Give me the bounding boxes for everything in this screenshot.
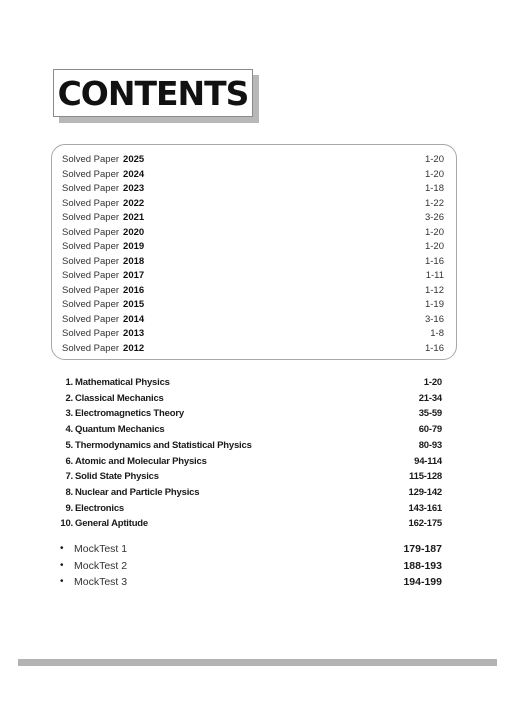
paper-label xyxy=(62,313,144,327)
paper-pages: 1-18 xyxy=(424,183,444,194)
paper-label xyxy=(62,255,144,269)
chapter-name: Quantum Mechanics xyxy=(75,424,165,436)
paper-pages: 1-22 xyxy=(424,197,444,209)
chapter-pages: 60-79 xyxy=(418,424,442,436)
chapter-pages: 80-93 xyxy=(418,439,442,451)
chapter-number: 4. xyxy=(65,424,73,436)
chapter-pages: 143-161 xyxy=(408,502,442,514)
mock-test-pages: 179-187 xyxy=(403,543,442,555)
paper-label xyxy=(62,284,144,298)
paper-year: 2014 xyxy=(123,313,145,325)
paper-year: 2019 xyxy=(123,241,145,252)
solved-paper-row xyxy=(62,313,444,327)
paper-pages: 1-19 xyxy=(424,299,444,310)
chapter-pages: 35-59 xyxy=(418,408,442,420)
chapter-row xyxy=(62,391,442,406)
chapter-pages: 129-142 xyxy=(408,486,442,498)
paper-label xyxy=(62,168,144,182)
solved-paper-row xyxy=(62,168,444,182)
chapter-pages: 1-20 xyxy=(423,377,442,388)
mock-test-pages: 188-193 xyxy=(403,559,442,572)
mock-test-row xyxy=(60,541,442,557)
chapter-number: 5. xyxy=(65,439,73,451)
paper-label xyxy=(62,211,144,225)
chapter-row xyxy=(62,375,442,390)
paper-label xyxy=(62,182,144,196)
chapter-number: 2. xyxy=(65,392,73,404)
paper-label-text: Solved Paper xyxy=(62,270,120,281)
paper-label-text: Solved Paper xyxy=(62,328,120,339)
paper-year: 2022 xyxy=(123,197,145,209)
paper-year: 2017 xyxy=(123,270,145,281)
chapter-name: Thermodynamics and Statistical Physics xyxy=(75,439,252,451)
solved-papers-box xyxy=(51,144,457,360)
chapter-row xyxy=(62,438,442,453)
paper-year: 2021 xyxy=(123,212,145,223)
chapter-row xyxy=(62,501,442,516)
chapter-name: General Aptitude xyxy=(75,518,148,530)
solved-paper-row xyxy=(62,197,444,211)
chapter-row xyxy=(62,406,442,421)
paper-pages: 1-11 xyxy=(425,270,444,281)
chapter-number: 8. xyxy=(65,486,73,498)
chapter-pages: 94-114 xyxy=(414,455,442,467)
paper-label-text: Solved Paper xyxy=(62,183,120,194)
paper-year: 2015 xyxy=(123,299,145,310)
chapter-name: Atomic and Molecular Physics xyxy=(75,455,207,467)
paper-year: 2016 xyxy=(123,284,145,296)
paper-pages: 3-16 xyxy=(424,313,444,325)
bullet-icon: • xyxy=(60,543,64,554)
paper-label-text: Solved Paper xyxy=(62,255,120,267)
chapter-pages: 162-175 xyxy=(408,518,442,530)
chapter-number: 6. xyxy=(65,455,73,467)
solved-paper-row xyxy=(62,269,444,283)
solved-paper-row xyxy=(62,298,444,312)
solved-paper-row xyxy=(62,327,444,341)
paper-label xyxy=(62,327,144,341)
chapter-row xyxy=(62,422,442,437)
paper-label-text: Solved Paper xyxy=(62,154,120,165)
paper-label-text: Solved Paper xyxy=(62,212,120,223)
chapter-row xyxy=(62,485,442,500)
paper-label xyxy=(62,153,144,167)
paper-year: 2012 xyxy=(123,342,145,354)
mock-test-row xyxy=(60,558,442,574)
paper-year: 2023 xyxy=(123,183,145,194)
chapter-number: 3. xyxy=(65,408,73,420)
solved-paper-row xyxy=(62,153,444,167)
solved-paper-row xyxy=(62,284,444,298)
mock-test-name: MockTest 3 xyxy=(74,576,128,588)
paper-label-text: Solved Paper xyxy=(62,226,120,238)
chapter-name: Mathematical Physics xyxy=(75,377,170,388)
chapter-name: Classical Mechanics xyxy=(75,392,164,404)
paper-label-text: Solved Paper xyxy=(62,342,120,354)
paper-year: 2020 xyxy=(123,226,145,238)
chapter-row xyxy=(62,469,442,484)
chapter-row xyxy=(62,454,442,469)
paper-label xyxy=(62,342,144,356)
solved-paper-row xyxy=(62,211,444,225)
paper-label xyxy=(62,298,144,312)
chapter-name: Electromagnetics Theory xyxy=(75,408,184,420)
mock-test-name: MockTest 2 xyxy=(74,559,128,572)
paper-pages: 1-20 xyxy=(424,154,444,165)
chapter-number: 1. xyxy=(65,377,73,388)
paper-year: 2025 xyxy=(123,154,145,165)
paper-pages: 1-20 xyxy=(424,168,444,180)
paper-label xyxy=(62,240,144,254)
paper-label-text: Solved Paper xyxy=(62,168,120,180)
paper-label xyxy=(62,197,144,211)
paper-pages: 1-20 xyxy=(424,241,444,252)
chapter-name: Electronics xyxy=(75,502,125,514)
bullet-icon: • xyxy=(60,576,64,587)
chapter-name: Nuclear and Particle Physics xyxy=(75,486,200,498)
chapter-number: 10. xyxy=(60,518,73,530)
paper-pages: 1-20 xyxy=(424,226,444,238)
mock-test-pages: 194-199 xyxy=(403,576,442,588)
chapter-pages: 115-128 xyxy=(409,471,442,483)
paper-label xyxy=(62,269,144,283)
solved-paper-row xyxy=(62,342,444,356)
paper-year: 2018 xyxy=(123,255,145,267)
chapter-number: 9. xyxy=(65,502,73,514)
paper-pages: 1-16 xyxy=(424,342,444,354)
solved-paper-row xyxy=(62,240,444,254)
chapter-name: Solid State Physics xyxy=(75,471,159,483)
chapter-number: 7. xyxy=(65,471,73,483)
paper-pages: 1-8 xyxy=(430,328,444,339)
solved-paper-row xyxy=(62,255,444,269)
solved-paper-row xyxy=(62,226,444,240)
paper-year: 2013 xyxy=(123,328,145,339)
paper-pages: 1-16 xyxy=(424,255,444,267)
mock-test-name: MockTest 1 xyxy=(74,543,128,555)
paper-pages: 3-26 xyxy=(424,212,444,223)
paper-year: 2024 xyxy=(123,168,145,180)
paper-label xyxy=(62,226,144,240)
chapter-row xyxy=(62,516,442,531)
paper-label-text: Solved Paper xyxy=(62,241,120,252)
chapter-pages: 21-34 xyxy=(418,392,442,404)
bullet-icon: • xyxy=(60,559,64,571)
paper-pages: 1-12 xyxy=(424,284,444,296)
paper-label-text: Solved Paper xyxy=(62,197,120,209)
page-title: CONTENTS xyxy=(53,69,253,117)
mock-test-row xyxy=(60,574,442,590)
paper-label-text: Solved Paper xyxy=(62,284,120,296)
solved-paper-row xyxy=(62,182,444,196)
paper-label-text: Solved Paper xyxy=(62,299,120,310)
contents-heading xyxy=(53,69,259,121)
footer-divider xyxy=(18,659,497,666)
paper-label-text: Solved Paper xyxy=(62,313,120,325)
